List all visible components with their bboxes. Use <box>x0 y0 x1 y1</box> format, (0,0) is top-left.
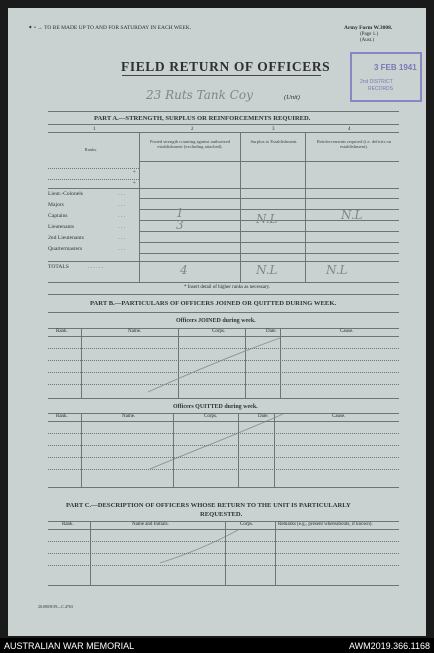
quitted-col-name: Name. <box>122 414 136 419</box>
part-c-rule <box>48 529 399 530</box>
part-a-title: PART A.—STRENGTH, SURPLUS OR REINFORCEMENTS REQUIRED. <box>94 115 311 122</box>
stamp-line1: 2nd DISTRICT <box>360 79 393 85</box>
part-c-bottom-rule <box>48 585 399 586</box>
star-icon: ✦ • → <box>28 25 43 31</box>
quitted-row-rule <box>48 457 399 458</box>
asterisk: * <box>133 181 136 187</box>
leader-dots: . . . <box>118 191 125 197</box>
leader-dots: . . . <box>118 224 125 230</box>
unit-label: (Unit) <box>284 94 300 101</box>
total-reinforcements-value: N.L <box>326 263 348 277</box>
part-b-bottom-rule <box>48 487 399 488</box>
part-c-col-name: Name and Initials. <box>132 522 169 527</box>
quitted-col-corps: Corps. <box>204 414 218 419</box>
col-number-1: 1 <box>93 127 96 132</box>
part-c-title-line2: REQUESTED. <box>200 511 243 518</box>
total-surplus-value: N.L <box>256 263 278 277</box>
form-page: (Page 1.) <box>360 32 379 37</box>
quitted-col-date: Date. <box>258 414 269 419</box>
part-b-rule <box>48 421 399 422</box>
asterisk: * <box>133 170 136 176</box>
rank-label: Lieutenants <box>48 224 75 230</box>
part-c-row-rule <box>48 541 399 542</box>
joined-col-name: Name. <box>128 329 142 334</box>
part-c-row-rule <box>48 553 399 554</box>
lieutenants-posted-value: 3 <box>176 218 184 232</box>
joined-col-rank: Rank. <box>56 329 68 334</box>
form-page <box>8 8 426 636</box>
col-header-ranks: Ranks. <box>84 147 98 152</box>
part-c-cancel-stroke <box>160 530 238 563</box>
rank-label: Captains <box>48 213 68 219</box>
quitted-col-divider <box>173 413 174 487</box>
quitted-row-rule <box>48 445 399 446</box>
part-c-col-rank: Rank. <box>62 522 74 527</box>
col-number-4: 4 <box>348 127 351 132</box>
footer-institution: AUSTRALIAN WAR MEMORIAL <box>4 641 135 651</box>
leader-dots: . . . . . . <box>88 264 104 270</box>
part-b-rule <box>48 413 399 414</box>
quitted-row-rule <box>48 433 399 434</box>
quitted-col-divider <box>274 413 275 487</box>
archive-footer <box>0 638 434 653</box>
col-number-2: 2 <box>191 127 194 132</box>
printer-imprint: 20,000/8/39—C.4763 <box>38 604 73 609</box>
captains-posted-value: 1 <box>176 206 184 220</box>
stamp-date: 3 FEB 1941 <box>374 63 417 72</box>
quitted-col-cause: Cause. <box>332 414 346 419</box>
rank-label: 2nd Lieutenants <box>48 235 84 241</box>
rank-label: Lieut.-Colonels <box>48 191 83 197</box>
part-c-col-corps: Corps. <box>240 522 254 527</box>
col-header-surplus: Surplus to Establishment. <box>250 139 298 144</box>
quitted-col-divider <box>238 413 239 487</box>
part-b-title: PART B.—PARTICULARS OF OFFICERS JOINED OR QUITTED DURING WEEK. <box>90 300 337 307</box>
leader-dots: . . . <box>118 235 125 241</box>
form-ref: (Aust.) <box>360 38 375 43</box>
leader-dots: . . . <box>118 246 125 252</box>
joined-title: Officers JOINED during week. <box>176 318 256 324</box>
joined-cancel-stroke <box>148 338 280 392</box>
quitted-col-divider <box>81 413 82 487</box>
total-posted-value: 4 <box>180 263 188 277</box>
quitted-title: Officers QUITTED during week. <box>173 404 258 410</box>
joined-col-corps: Corps. <box>212 329 226 334</box>
leader-dots: . . . <box>118 202 125 208</box>
rank-label: Quartermasters <box>48 246 83 252</box>
part-c-row-rule <box>48 565 399 566</box>
form-number: Army Form W.3008. <box>344 25 393 31</box>
part-a-footnote: * Insert detail of higher ranks as necessary. <box>184 285 271 290</box>
leader-dots: . . . <box>118 213 125 219</box>
stamp-line2: RECORDS <box>368 86 394 92</box>
page-title: FIELD RETURN OF OFFICERS <box>121 59 331 74</box>
quitted-cancel-stroke <box>150 414 283 469</box>
col-header-reinforcements: Reinforcements required (i.e. deficits on establishment). <box>316 139 392 149</box>
unit-handwritten: 23 Ruts Tank Coy <box>146 88 253 102</box>
quitted-col-rank: Rank. <box>56 414 68 419</box>
col-header-posted: Posted strength counting against authorized establishment (excluding attached). <box>149 139 231 149</box>
part-c-title-line1: PART C.—DESCRIPTION OF OFFICERS WHOSE RETURN TO THE UNIT IS PARTICULARLY <box>66 502 351 509</box>
quitted-row-rule <box>48 469 399 470</box>
reinforcements-value: N.L <box>341 208 363 222</box>
joined-col-cause: Cause. <box>340 329 354 334</box>
instruction-text: ✦ • → TO BE MADE UP TO AND FOR SATURDAY IN EACH WEEK. <box>28 25 192 31</box>
totals-label: TOTALS <box>48 264 69 270</box>
surplus-value: N.L <box>256 212 278 226</box>
part-c-col-remarks: Remarks (e.g., present whereabouts, if known). <box>278 522 373 527</box>
joined-col-date: Date. <box>266 329 277 334</box>
col-number-3: 3 <box>272 127 275 132</box>
rank-label: Majors <box>48 202 64 208</box>
footer-accession-number: AWM2019.366.1168 <box>348 641 430 651</box>
